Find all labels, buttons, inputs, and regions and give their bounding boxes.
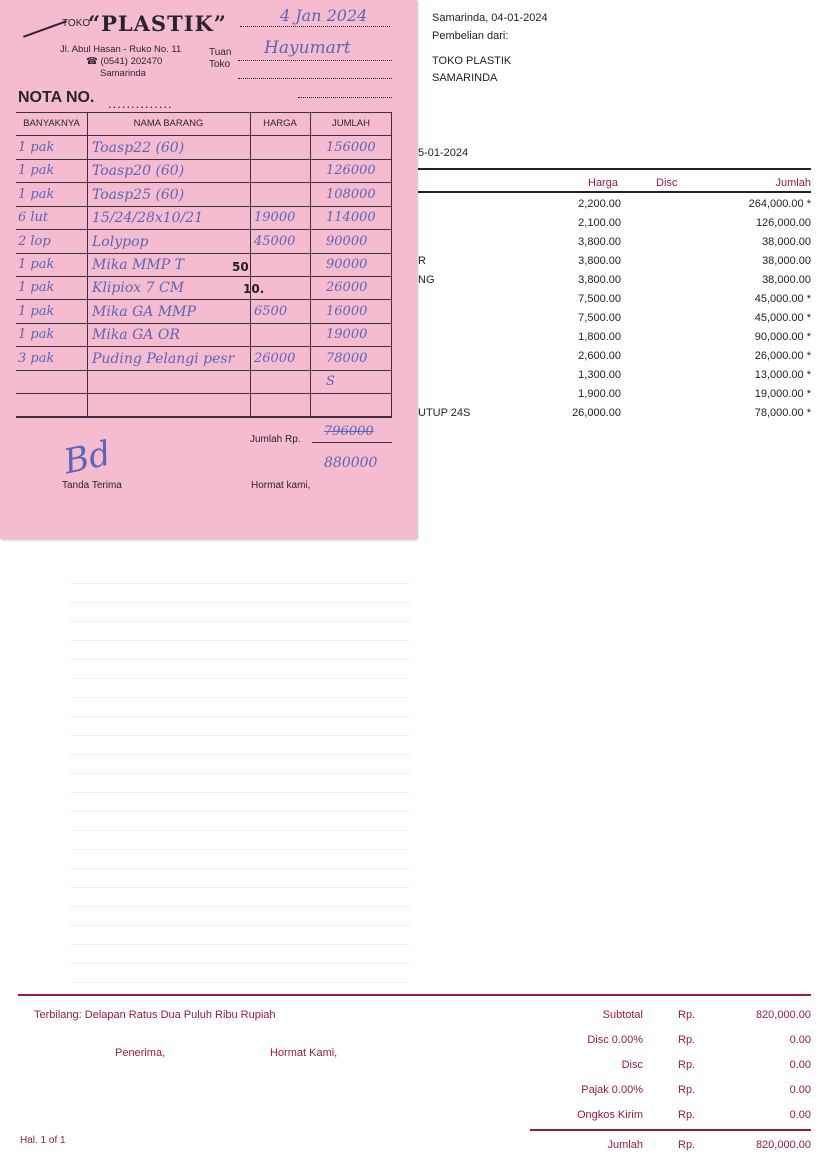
item-amount: 78,000.00 * <box>754 407 811 419</box>
invoice-row <box>418 217 811 236</box>
receipt-name: Lolypop <box>92 233 149 250</box>
col-harga-header: Harga <box>588 177 618 189</box>
invoice-row <box>418 369 811 388</box>
row-divider <box>16 159 392 160</box>
logo-slash <box>23 20 67 38</box>
receipt-qty: 2 lop <box>18 233 51 249</box>
total-value: 0.00 <box>789 1059 811 1071</box>
tuan-label: Tuan <box>209 47 232 58</box>
row-divider <box>16 206 392 207</box>
supplier-city: SAMARINDA <box>432 72 498 84</box>
item-amount: 264,000.00 * <box>748 198 811 210</box>
invoice-row <box>418 312 811 331</box>
header-harga: HARGA <box>263 118 297 129</box>
header-divider <box>16 135 392 136</box>
total-label: Jumlah Rp. <box>250 434 301 445</box>
signature: Bd <box>60 433 115 483</box>
col-divider-2 <box>250 112 251 418</box>
invoice-row <box>418 198 811 217</box>
total-line <box>312 442 392 443</box>
receipt-jumlah: 126000 <box>326 163 376 179</box>
receipt-jumlah: 78000 <box>326 350 368 366</box>
total-value: 820,000.00 <box>755 1139 811 1151</box>
item-amount: 13,000.00 * <box>754 369 811 381</box>
row-divider <box>16 393 392 394</box>
invoice-row <box>418 255 811 274</box>
invoice-row <box>418 293 811 312</box>
receipt-name: Mika MMP T <box>92 257 184 273</box>
invoice-row <box>418 350 811 369</box>
item-price: 1,900.00 <box>578 388 621 400</box>
col-divider-1 <box>87 112 88 418</box>
item-price: 7,500.00 <box>578 293 621 305</box>
receipt-name: Klipiox 7 CM <box>92 280 185 297</box>
handwritten-total-struck: 796000 <box>324 424 374 439</box>
item-price: 3,800.00 <box>578 236 621 248</box>
receipt-qty: 6 lut <box>18 210 49 226</box>
receipt-name: Toasp22 (60) <box>92 140 185 156</box>
item-amount: 38,000.00 <box>762 274 811 286</box>
row-divider <box>16 370 392 371</box>
item-price: 7,500.00 <box>578 312 621 324</box>
row-divider <box>16 416 392 417</box>
row-divider <box>16 229 392 230</box>
row-divider <box>16 299 392 300</box>
invoice-row <box>418 331 811 350</box>
header-qty: BANYAKNYA <box>23 118 80 129</box>
currency-label: Rp. <box>678 1139 696 1151</box>
receipt-jumlah: 90000 <box>326 233 368 249</box>
receipt-jumlah: 114000 <box>326 210 376 226</box>
invoice-place-date: Samarinda, 04-01-2024 <box>432 12 548 24</box>
total-label: Disc <box>621 1059 643 1071</box>
store-name: “PLASTIK” <box>88 11 227 36</box>
total-row <box>500 1084 811 1102</box>
totals-rule <box>530 1129 811 1131</box>
receipt-jumlah: 156000 <box>326 140 376 155</box>
total-label: Ongkos Kirim <box>576 1109 643 1121</box>
margin-mark-1: 50 <box>232 260 249 274</box>
customer-line-2 <box>238 78 392 79</box>
item-amount: 26,000.00 * <box>754 350 811 362</box>
store-address: Jl. Abul Hasan - Ruko No. 11 <box>60 44 182 55</box>
item-amount: 45,000.00 * <box>754 293 811 305</box>
extra-line <box>298 97 392 98</box>
item-price: 3,800.00 <box>578 274 621 286</box>
total-row <box>500 1059 811 1077</box>
margin-mark-2: 10. <box>243 282 265 296</box>
receipt-qty: 3 pak <box>18 350 55 366</box>
receipt-qty: 1 pak <box>18 186 55 202</box>
receipt-jumlah: 108000 <box>326 186 376 202</box>
currency-label: Rp. <box>678 1009 696 1021</box>
item-name: UTUP 24S <box>418 407 471 419</box>
receipt-harga: 45000 <box>254 233 296 249</box>
currency-label: Rp. <box>678 1084 696 1096</box>
receipt-qty: 1 pak <box>18 257 55 272</box>
receiver-signature-label: Tanda Terima <box>62 480 122 491</box>
receiver-label: Penerima, <box>115 1047 166 1059</box>
total-value: 0.00 <box>789 1084 811 1096</box>
table-rule-header <box>418 191 811 193</box>
row-divider <box>16 253 392 254</box>
item-amount: 19,000.00 * <box>754 388 811 400</box>
footer-rule <box>18 994 811 996</box>
row-divider <box>16 182 392 183</box>
receipt-jumlah: 26000 <box>326 280 368 296</box>
handwritten-customer: Hayumart <box>264 38 351 58</box>
receipt-name: Mika GA MMP <box>92 303 196 320</box>
store-prefix: TOKO <box>62 18 91 29</box>
store-phone: ☎ (0541) 202470 <box>86 56 163 67</box>
total-value: 0.00 <box>789 1034 811 1046</box>
faint-show-through-table <box>70 565 410 985</box>
receipt-name: Toasp20 (60) <box>92 163 185 180</box>
receipt-harga: 6500 <box>254 303 288 319</box>
item-price: 3,800.00 <box>578 255 621 267</box>
receipt-harga: 19000 <box>254 210 296 226</box>
table-date: 5-01-2024 <box>418 147 469 159</box>
item-amount: 38,000.00 <box>762 236 811 248</box>
handwritten-total: 880000 <box>324 455 378 471</box>
total-row <box>500 1009 811 1027</box>
store-city: Samarinda <box>100 68 146 79</box>
receipt-qty: 1 pak <box>18 163 55 179</box>
invoice-row <box>418 388 811 407</box>
currency-label: Rp. <box>678 1109 696 1121</box>
receipt-jumlah: S <box>326 374 335 389</box>
row-divider <box>16 276 392 277</box>
invoice-row <box>418 407 811 426</box>
total-label: Disc 0.00% <box>587 1034 643 1046</box>
receipt-name: Puding Pelangi pesr <box>92 350 235 367</box>
col-jumlah-header: Jumlah <box>775 177 811 189</box>
page-number: Hal. 1 of 1 <box>20 1135 66 1146</box>
receipt-harga: 26000 <box>254 350 296 366</box>
table-rule-top <box>418 168 811 170</box>
amount-in-words: Terbilang: Delapan Ratus Dua Puluh Ribu Rupiah <box>34 1009 276 1021</box>
receipt-qty: 1 pak <box>18 303 55 319</box>
item-price: 2,200.00 <box>578 198 621 210</box>
date-line <box>240 26 390 27</box>
supplier-name: TOKO PLASTIK <box>432 55 512 67</box>
item-amount: 45,000.00 * <box>754 312 811 324</box>
receipt-name: 15/24/28x10/21 <box>92 210 204 227</box>
receipt-name: Toasp25 (60) <box>92 186 185 203</box>
item-price: 1,300.00 <box>578 369 621 381</box>
header-name: NAMA BARANG <box>133 118 204 129</box>
toko-label: Toko <box>209 59 231 70</box>
receipt-qty: 1 pak <box>18 140 55 155</box>
customer-line <box>238 60 392 61</box>
receipt-qty: 1 pak <box>18 280 55 296</box>
item-name: R <box>418 255 426 267</box>
header-jumlah: JUMLAH <box>331 118 370 129</box>
item-amount: 90,000.00 * <box>754 331 811 343</box>
regards-label: Hormat Kami, <box>270 1047 338 1059</box>
receipt-jumlah: 19000 <box>326 327 368 343</box>
nota-label: NOTA NO. <box>18 89 95 106</box>
total-label: Subtotal <box>602 1009 643 1021</box>
total-label: Pajak 0.00% <box>581 1084 643 1096</box>
item-amount: 126,000.00 <box>755 217 811 229</box>
invoice-row <box>418 236 811 255</box>
row-divider <box>16 323 392 324</box>
col-divider-3 <box>310 112 311 418</box>
receipt-qty: 1 pak <box>18 327 55 343</box>
handwritten-date: 4 Jan 2024 <box>280 6 368 25</box>
item-price: 2,100.00 <box>578 217 621 229</box>
currency-label: Rp. <box>678 1034 696 1046</box>
handwritten-receipt <box>0 0 417 539</box>
nota-number-dots: .............. <box>108 96 173 111</box>
item-price: 1,800.00 <box>578 331 621 343</box>
col-disc-header: Disc <box>656 177 678 189</box>
item-price: 2,600.00 <box>578 350 621 362</box>
total-label: Jumlah <box>607 1139 643 1151</box>
item-amount: 38,000.00 <box>762 255 811 267</box>
total-row <box>500 1139 811 1157</box>
total-value: 820,000.00 <box>755 1009 811 1021</box>
receipt-jumlah: 90000 <box>326 257 368 272</box>
invoice-row <box>418 274 811 293</box>
item-name: NG <box>418 274 435 286</box>
item-price: 26,000.00 <box>572 407 621 419</box>
total-value: 0.00 <box>789 1109 811 1121</box>
row-divider <box>16 346 392 347</box>
receipt-name: Mika GA OR <box>92 327 180 344</box>
purchase-from-label: Pembelian dari: <box>432 30 509 42</box>
regards-label-receipt: Hormat kami, <box>251 480 311 491</box>
receipt-jumlah: 16000 <box>326 303 368 319</box>
total-row <box>500 1034 811 1052</box>
currency-label: Rp. <box>678 1059 696 1071</box>
total-row <box>500 1109 811 1127</box>
